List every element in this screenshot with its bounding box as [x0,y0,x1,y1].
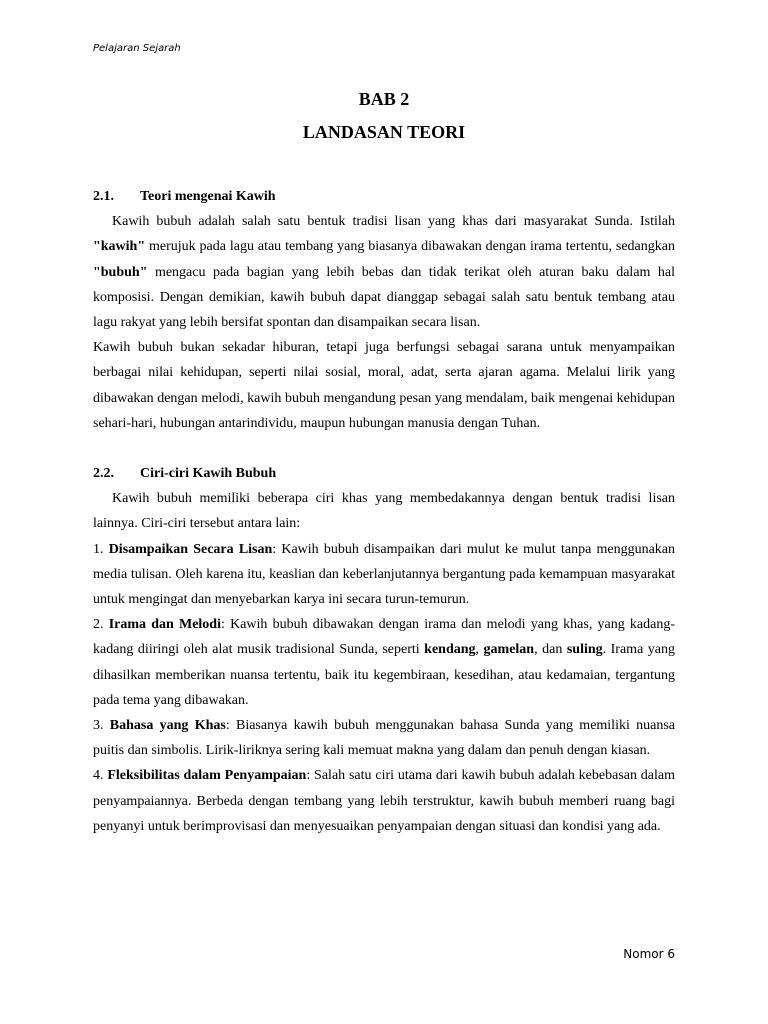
paragraph: Kawih bubuh bukan sekadar hiburan, tetapi juga berfungsi sebagai sarana untuk menyampaikan berbagai nilai kehidupan, seperti nilai sosial, moral, adat, serta ajaran agama. Melalui lirik yang dibawakan dengan melodi, kawih bubuh mengandung pesan yang mendalam, baik mengenai kehidupan sehari-hari, hubungan antarindividu, maupun hubungan manusia dengan Tuhan. [93,340,675,431]
running-header: Pelajaran Sejarah [93,43,181,54]
text-run: Kawih bubuh adalah salah satu bentuk tradisi lisan yang khas dari masyarakat Sunda. Istilah [112,214,675,230]
section-number: 2.1. [93,189,114,204]
list-number: 2. [93,617,109,633]
bold-term: gamelan [483,642,535,658]
document-body [93,184,675,839]
paragraph [93,209,675,335]
page-number: Nomor 6 [623,947,675,961]
bold-term: kendang [424,642,476,658]
list-item [93,612,675,713]
list-text: : Biasanya kawih bubuh menggunakan bahasa Sunda yang memiliki nuansa puitis dan simbolis. Lirik-liriknya sering kali memuat makna yang dalam dan penuh dengan kiasan. [93,718,676,759]
chapter-number: BAB 2 [358,89,410,109]
list-item [93,537,675,613]
section-heading-2-1 [93,184,675,209]
list-term: Bahasa yang Khas [109,718,226,734]
paragraph: Kawih bubuh memiliki beberapa ciri khas yang membedakannya dengan bentuk tradisi lisan lainnya. Ciri-ciri tersebut antara lain: [93,491,675,532]
text-run: , dan [534,642,567,658]
spacer [93,436,675,461]
list-term: Irama dan Melodi [108,617,221,633]
list-text: . Irama yang dihasilkan memberikan nuansa tertentu, baik itu kegembiraan, kesedihan, atau kedamaian, tergantung pada tema yang dibawakan. [93,642,676,708]
bold-term: suling [566,642,603,658]
section-heading-2-2 [93,461,675,486]
text-run: mengacu pada bagian yang lebih bebas dan tidak terikat oleh aturan baku dalam hal komposisi. Dengan demikian, kawih bubuh dapat dianggap sebagai salah satu bentuk tembang atau lagu rakyat yang lebih bersifat spontan dan disampaikan secara lisan. [93,264,675,331]
list-text: : Kawih bubuh disampaikan dari mulut ke mulut tanpa menggunakan media tulisan. Oleh karena itu, keaslian dan keberlanjutannya bergantung pada kemampuan masyarakat untuk mengingat dan menyebarkan karya ini secara turun-temurun. [93,541,676,608]
list-text: : Salah satu ciri utama dari kawih bubuh adalah kebebasan dalam penyampaiannya. Berbeda dengan tembang yang lebih terstruktur, kawih bubuh memberi ruang bagi penyanyi untuk berimprovisasi dan menyesuaikan penyampaian dengan situasi dan kondisi yang ada. [93,768,676,834]
list-term: Fleksibilitas dalam Penyampaian [107,768,307,784]
bold-term: "kawih" [93,239,146,255]
chapter-title: LANDASAN TEORI [302,122,466,142]
list-item [93,763,675,839]
section-number: 2.2. [93,466,114,482]
list-term: Disampaikan Secara Lisan [108,541,273,557]
list-item [93,713,675,763]
text-run: , [475,642,484,658]
list-number: 1. [93,541,109,557]
list-text: : Kawih bubuh dibawakan dengan irama dan melodi yang khas, yang kadang-kadang diiringi oleh alat musik tradisional Sunda, seperti [93,617,676,658]
text-run: merujuk pada lagu atau tembang yang biasanya dibawakan dengan irama tertentu, sedangkan [145,239,675,255]
list-number: 3. [93,718,110,734]
section-title: Teori mengenai Kawih [140,189,276,204]
list-number: 4. [93,768,108,784]
bold-term: "bubuh" [93,264,148,280]
section-title: Ciri-ciri Kawih Bubuh [140,466,277,482]
